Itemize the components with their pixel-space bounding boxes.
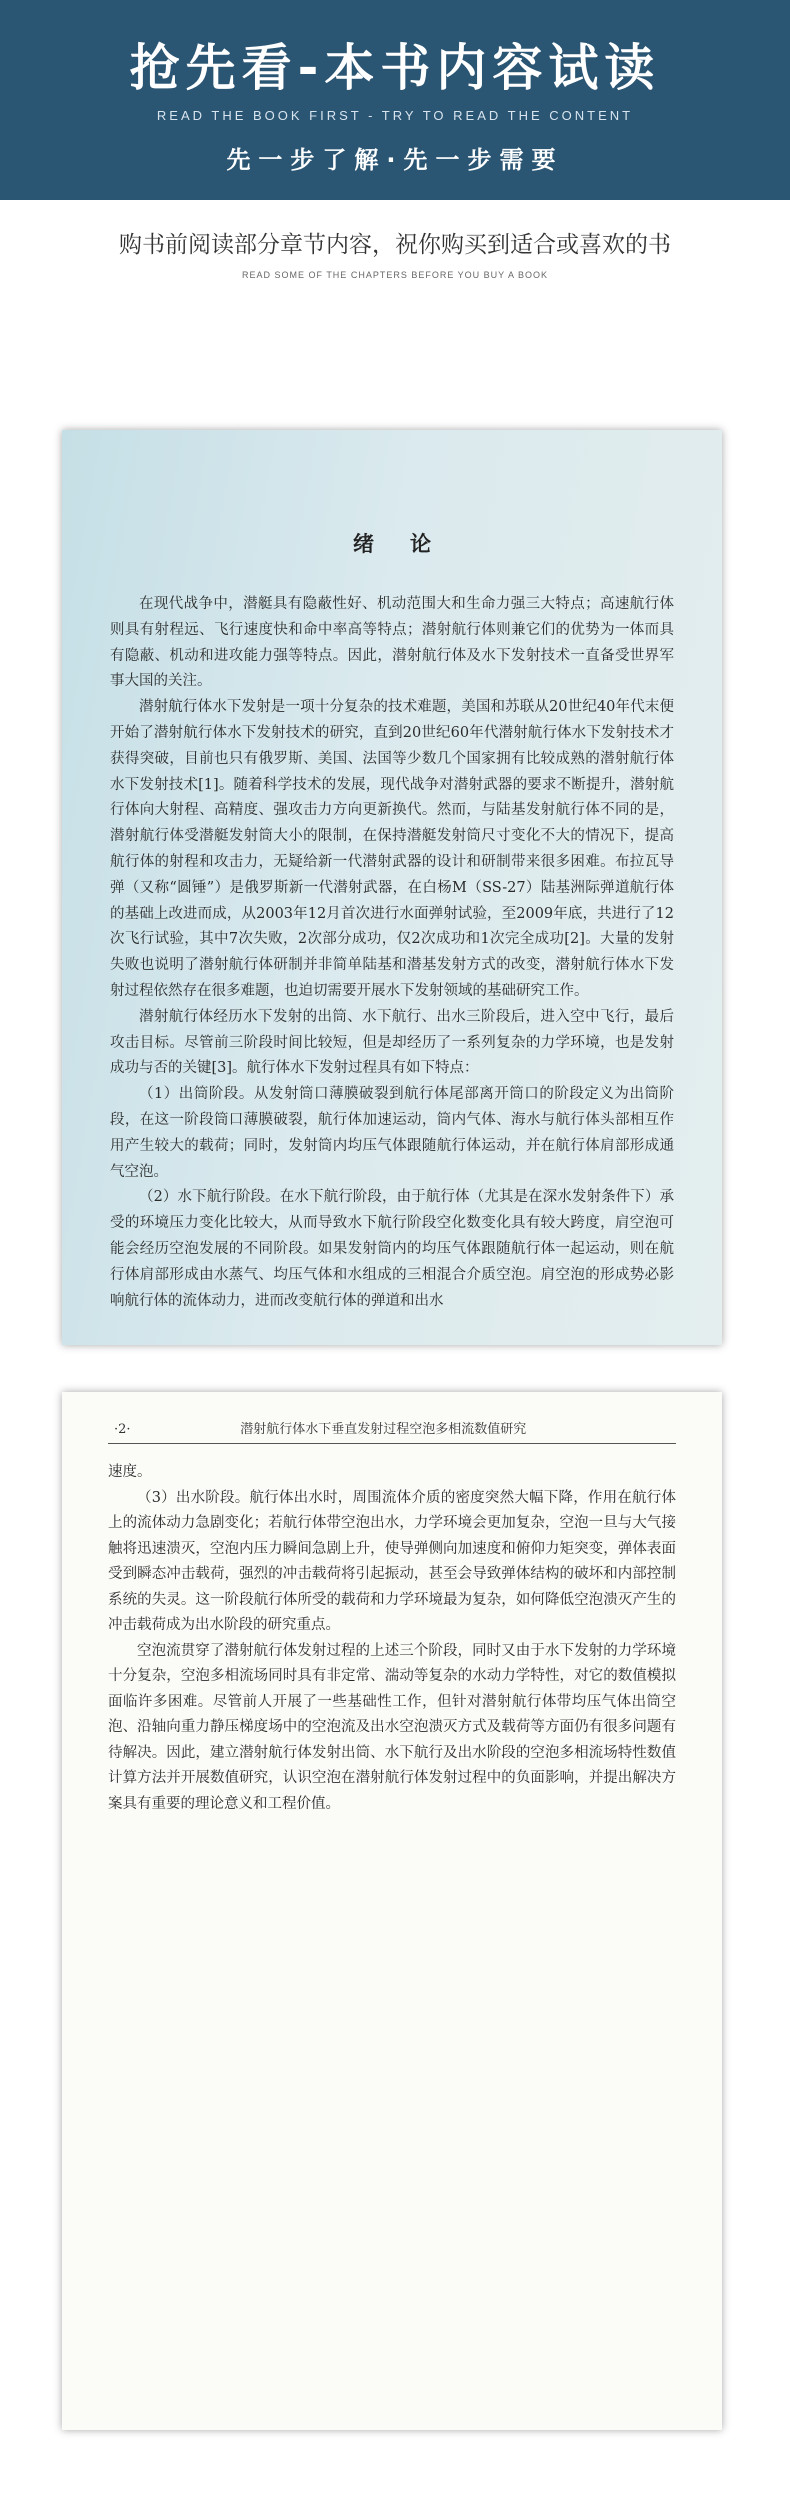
banner-title: 抢先看-本书内容试读 [129,39,661,97]
book-page-2 [62,1392,722,2430]
paragraph: 在现代战争中，潜艇具有隐蔽性好、机动范围大和生命力强三大特点；高速航行体则具有射程远、飞行速度快和命中率高等特点；潜射航行体则兼它们的优势为一体而具有隐蔽、机动和进攻能力强等特点。因此，潜射航行体及水下发射技术一直备受世界军事大国的关注。 [110,596,674,690]
paragraph: 空泡流贯穿了潜射航行体发射过程的上述三个阶段，同时又由于水下发射的力学环境十分复杂，空泡多相流场同时具有非定常、湍动等复杂的水动力学特性，对它的数值模拟面临许多困难。尽管前人开展了一些基础性工作，但针对潜射航行体带均压气体出筒空泡、沿轴向重力静压梯度场中的空泡流及出水空泡溃灭方式及载荷等方面仍有很多问题有待解决。因此，建立潜射航行体发射出筒、水下航行及出水阶段的空泡多相流场特性数值计算方法并开展数值研究，认识空泡在潜射航行体发射过程中的负面影响，并提出解决方案具有重要的理论意义和工程价值。 [108,1642,676,1812]
header-banner [0,0,790,200]
intro-title: 购书前阅读部分章节内容，祝你购买到适合或喜欢的书 [119,232,671,258]
paragraph: 潜射航行体水下发射是一项十分复杂的技术难题，美国和苏联从20世纪40年代末便开始了潜射航行体水下发射技术的研究，直到20世纪60年代潜射航行体水下发射技术才获得突破，目前也只有俄罗斯、美国、法国等少数几个国家拥有比较成熟的潜射航行体水下发射技术[1]。随着科学技术的发展，现代战争对潜射武器的要求不断提升，潜射航行体向大射程、高精度、强攻击力方向更新换代。然而，与陆基发射航行体不同的是，潜射航行体受潜艇发射筒大小的限制，在保持潜艇发射筒尺寸变化不大的情况下，提高航行体的射程和攻击力，无疑给新一代潜射武器的设计和研制带来很多困难。布拉瓦导弹（又称“圆锤”）是俄罗斯新一代潜射武器，在白杨M（SS-27）陆基洲际弹道航行体的基础上改进而成，从2003年12月首次进行水面弹射试验，至2009年底，共进行了12次飞行试验，其中7次失败，2次部分成功，仅2次成功和1次完全成功[2]。大量的发射失败也说明了潜射航行体研制并非简单陆基和潜基发射方式的改变，潜射航行体水下发射过程依然存在很多难题，也迫切需要开展水下发射领域的基础研究工作。 [110,699,674,999]
running-title: 潜射航行体水下垂直发射过程空泡多相流数值研究 [240,1422,527,1437]
paragraph: 潜射航行体经历水下发射的出筒、水下航行、出水三阶段后，进入空中飞行，最后攻击目标。尽管前三阶段时间比较短，但是却经历了一系列复杂的力学环境，也是发射成功与否的关键[3]。航行体水下发射过程具有如下特点： [110,1008,674,1077]
paragraph: （2）水下航行阶段。在水下航行阶段，由于航行体（尤其是在深水发射条件下）承受的环境压力变化比较大，从而导致水下航行阶段空化数变化具有较大跨度，肩空泡可能会经历空泡发展的不同阶段。如果发射筒内的均压气体跟随航行体一起运动，则在航行体肩部形成由水蒸气、均压气体和水组成的三相混合介质空泡。肩空泡的形成势必影响航行体的流体动力，进而改变航行体的弹道和出水 [110,1189,674,1309]
chapter-heading: 绪论 [353,531,467,556]
paragraph: （1）出筒阶段。从发射筒口薄膜破裂到航行体尾部离开筒口的阶段定义为出筒阶段，在这一阶段筒口薄膜破裂，航行体加速运动，筒内气体、海水与航行体头部相互作用产生较大的载荷；同时，发射筒内均压气体跟随航行体运动，并在航行体肩部形成通气空泡。 [110,1086,674,1180]
paragraph: 速度。 [108,1464,152,1480]
intro-subtitle: READ SOME OF THE CHAPTERS BEFORE YOU BUY A BOOK [241,270,549,280]
banner-subtitle: READ THE BOOK FIRST - TRY TO READ THE CONTENT [156,108,634,123]
paragraph: （3）出水阶段。航行体出水时，周围流体介质的密度突然大幅下降，作用在航行体上的流体动力急剧变化；若航行体带空泡出水，力学环境会更加复杂，空泡一旦与大气接触将迅速溃灭，空泡内压力瞬间急剧上升，使导弹侧向加速度和俯仰力矩突变，弹体表面受到瞬态冲击载荷，强烈的冲击载荷将引起振动，甚至会导致弹体结构的破坏和内部控制系统的失灵。这一阶段航行体所受的载荷和力学环境最为复杂，如何降低空泡溃灭产生的冲击载荷成为出水阶段的研究重点。 [108,1489,676,1633]
banner-tagline: 先一步了解·先一步需要 [226,146,564,174]
page-number: ·2· [114,1422,131,1437]
book-page-1 [62,430,722,1345]
running-header [108,1418,676,1444]
